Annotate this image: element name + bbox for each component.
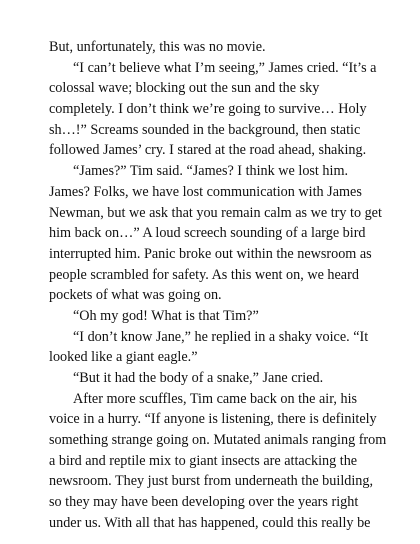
text-line: colossal wave; blocking out the sun and the sky xyxy=(49,80,320,97)
text-line: followed James’ cry. I stared at the road ahead, shaking. xyxy=(49,142,367,159)
text-line: interrupted him. Panic broke out within the newsroom as xyxy=(49,245,372,262)
text-line: But, unfortunately, this was no movie. xyxy=(49,39,266,55)
text-line: pockets of what was going on. xyxy=(49,287,222,304)
text-line: sh…!” Screams sounded in the background, then static xyxy=(49,121,361,138)
text-line: a bird and reptile mix to giant insects are attacking the xyxy=(49,452,358,469)
text-line: newsroom. They just burst from underneath the building, xyxy=(49,473,374,490)
text-line: looked like a giant eagle.” xyxy=(49,349,198,366)
text-line: “I don’t know Jane,” he replied in a shaky voice. “It xyxy=(73,328,369,345)
text-line: “Oh my god! What is that Tim?” xyxy=(73,307,259,324)
text-line: Newman, but we ask that you remain calm as we try to get xyxy=(49,204,382,221)
text-line: so they may have been developing over the years right xyxy=(49,494,359,511)
text-line: “But it had the body of a snake,” Jane cried. xyxy=(73,370,324,386)
text-line: voice in a hurry. “If anyone is listening, there is definitely xyxy=(49,411,377,428)
text-line: James? Folks, we have lost communication with James xyxy=(49,183,362,200)
page-body-text xyxy=(49,37,387,534)
text-line: After more scuffles, Tim came back on the air, his xyxy=(73,390,358,407)
text-line: completely. I don’t think we’re going to survive… Holy xyxy=(49,101,367,118)
text-line: “James?” Tim said. “James? I think we lost him. xyxy=(73,163,349,180)
text-line: him back on…” A loud screech sounding of a large bird xyxy=(49,225,366,242)
text-line: “I can’t believe what I’m seeing,” James cried. “It’s a xyxy=(73,59,377,76)
text-line: something strange going on. Mutated animals ranging from xyxy=(49,432,387,449)
text-line: under us. With all that has happened, could this really be xyxy=(49,514,371,531)
text-line: people scrambled for safety. As this went on, we heard xyxy=(49,266,359,283)
